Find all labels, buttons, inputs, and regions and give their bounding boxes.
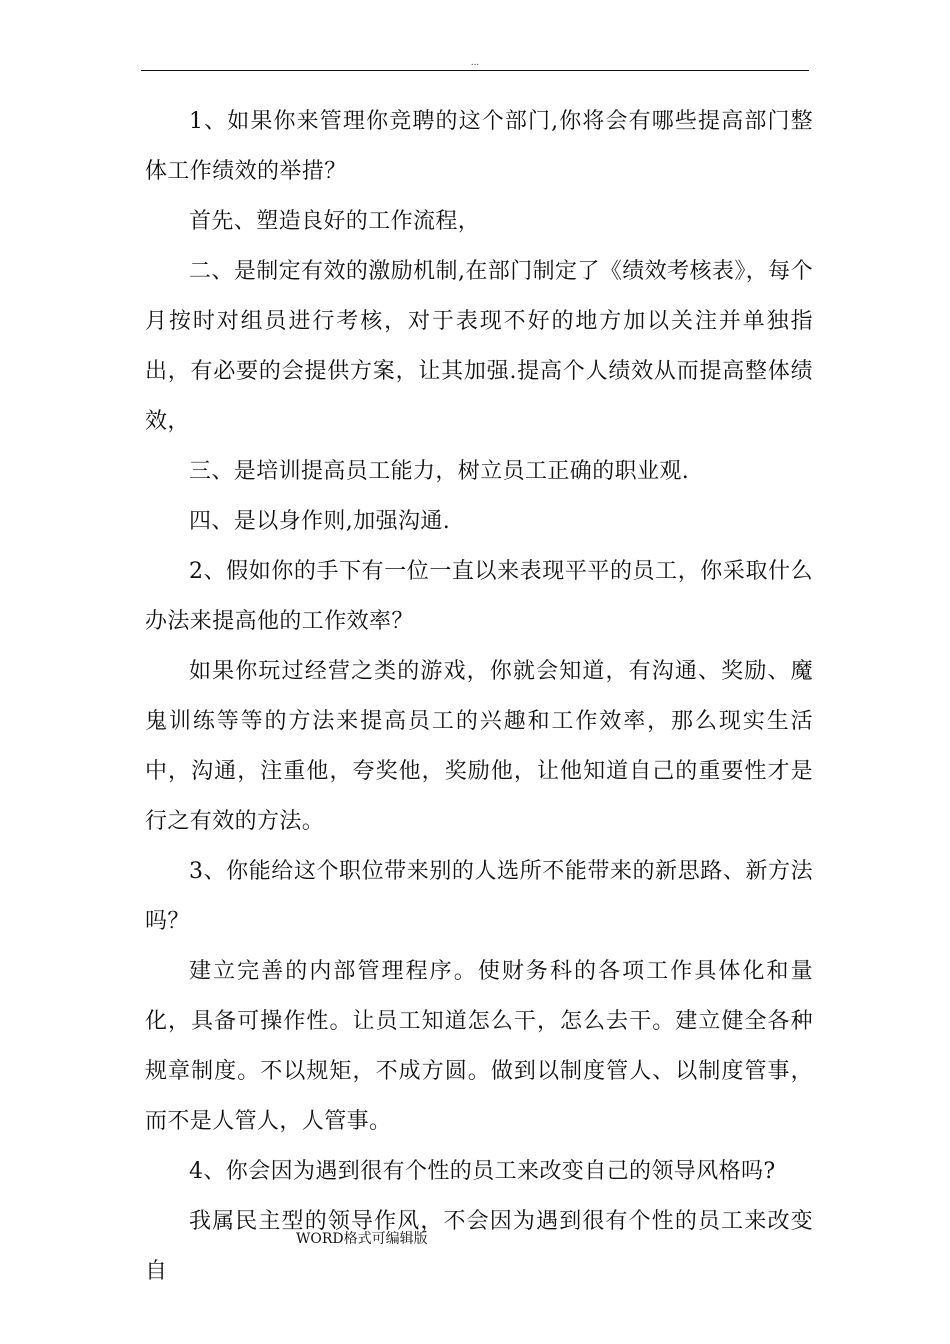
paragraph-question-1: 1、如果你来管理你竞聘的这个部门,你将会有哪些提高部门整体工作绩效的举措？: [145, 109, 813, 184]
footer-text: WORD格式可编辑版: [296, 1231, 428, 1247]
paragraph-question-4: 4、你会因为遇到很有个性的员工来改变自己的领导风格吗?: [189, 1159, 776, 1184]
header-mark: ...: [470, 58, 480, 68]
header-rule: [141, 70, 809, 71]
document-body: [145, 97, 813, 1297]
paragraph: 建立完善的内部管理程序。使财务科的各项工作具体化和量化，具备可操作性。让员工知道怎么干，怎么去干。建立健全各种规章制度。不以规矩，不成方圆。做到以制度管人、以制度管事，而不是人管人，人管事。: [145, 959, 813, 1134]
paragraph: 首先、塑造良好的工作流程，: [189, 209, 481, 234]
paragraph: 如果你玩过经营之类的游戏，你就会知道，有沟通、奖励、魔鬼训练等等的方法来提高员工的兴趣和工作效率，那么现实生活中，沟通，注重他，夸奖他，奖励他，让他知道自己的重要性才是行之有效的方法。: [145, 659, 813, 834]
paragraph: 三、是培训提高员工能力，树立员工正确的职业观.: [189, 459, 690, 484]
paragraph-question-2: 2、假如你的手下有一位一直以来表现平平的员工，你采取什么办法来提高他的工作效率？: [145, 559, 813, 634]
paragraph: 四、是以身作则,加强沟通.: [189, 509, 451, 534]
paragraph-question-3: 3、你能给这个职位带来别的人选所不能带来的新思路、新方法吗？: [145, 859, 813, 934]
paragraph: 二、是制定有效的激励机制,在部门制定了《绩效考核表》，每个月按时对组员进行考核，对于表现不好的地方加以关注并单独指出，有必要的会提供方案，让其加强.提高个人绩效从而提高整体绩效，: [145, 259, 813, 434]
paragraph: 我属民主型的领导作风，不会因为遇到很有个性的员工来改变自: [145, 1209, 813, 1284]
